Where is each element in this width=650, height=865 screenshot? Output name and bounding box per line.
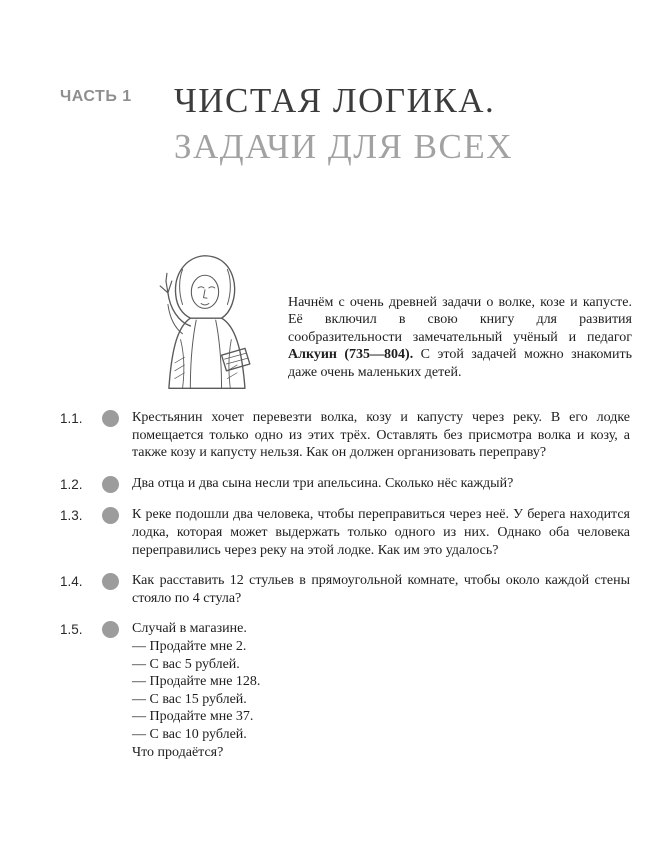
problem-subline: — Продайте мне 37.: [132, 709, 254, 725]
problem-body: [132, 409, 630, 462]
problem-item: [60, 620, 630, 761]
problem-subline: — С вас 5 рублей.: [132, 656, 240, 672]
problem-text: Случай в магазине.: [132, 621, 247, 637]
problems-list: [60, 409, 630, 774]
problem-text: Крестьянин хочет перевезти волка, козу и капусту через реку. В его лодке помещается только одно из этих трёх. Оставлять без присмотра волка и козу, а также козу и капусту нельзя. Как он должен организовать переправу?: [132, 410, 630, 461]
bullet-circle-icon: [102, 573, 119, 590]
problem-body: [132, 506, 630, 559]
problem-item: [60, 475, 630, 494]
page-title: [174, 78, 614, 170]
problem-number: 1.5.: [60, 622, 83, 638]
problem-item: [60, 572, 630, 607]
problem-number: 1.2.: [60, 476, 83, 492]
page-title-line2: ЗАДАЧИ ДЛЯ ВСЕХ: [174, 127, 513, 166]
bullet-circle-icon: [102, 410, 119, 427]
monk-engraving-icon: [126, 246, 282, 402]
intro-paragraph: [288, 246, 632, 402]
problem-number: 1.4.: [60, 574, 83, 590]
intro-author-name: Алкуин (735—804).: [288, 347, 414, 363]
bullet-circle-icon: [102, 507, 119, 524]
problem-subline: — Продайте мне 2.: [132, 638, 247, 654]
page-title-line1: ЧИСТАЯ ЛОГИКА.: [174, 81, 496, 120]
bullet-circle-icon: [102, 476, 119, 493]
problem-number: 1.3.: [60, 508, 83, 524]
intro-text-before: Начнём с очень древней задачи о волке, козе и капусте. Её включил в свою книгу для развития сообразительности замечательный учёный и педагог: [288, 295, 632, 345]
problem-subline: — С вас 10 рублей.: [132, 726, 247, 742]
problem-text: К реке подошли два человека, чтобы переправиться через неё. У берега находится лодка, которая может выдержать только одного из них. Однако оба человека переправились через реку на этой лодке. Как им это удалось?: [132, 507, 630, 558]
problem-number: 1.1.: [60, 411, 83, 426]
problem-body: [132, 572, 630, 607]
problem-text: Как расставить 12 стульев в прямоугольной комнате, чтобы около каждой стены стояло по 4 стула?: [132, 573, 630, 606]
part-label: ЧАСТЬ 1: [60, 88, 132, 105]
problem-item: [60, 409, 630, 462]
problem-body: [132, 475, 630, 493]
problem-subline: — С вас 15 рублей.: [132, 691, 247, 707]
problem-subline: — Продайте мне 128.: [132, 674, 261, 690]
bullet-circle-icon: [102, 621, 119, 638]
problem-subline: Что продаётся?: [132, 744, 224, 760]
alcuin-monk-illustration: [126, 246, 282, 402]
problem-text: Два отца и два сына несли три апельсина. Сколько нёс каждый?: [132, 475, 514, 491]
intro-text-after: С этой задачей можно знакомить даже очень маленьких детей.: [288, 347, 632, 380]
problem-sublines: [132, 638, 630, 761]
problem-body: [132, 620, 630, 761]
intro-section: [126, 246, 632, 402]
problem-item: [60, 506, 630, 559]
